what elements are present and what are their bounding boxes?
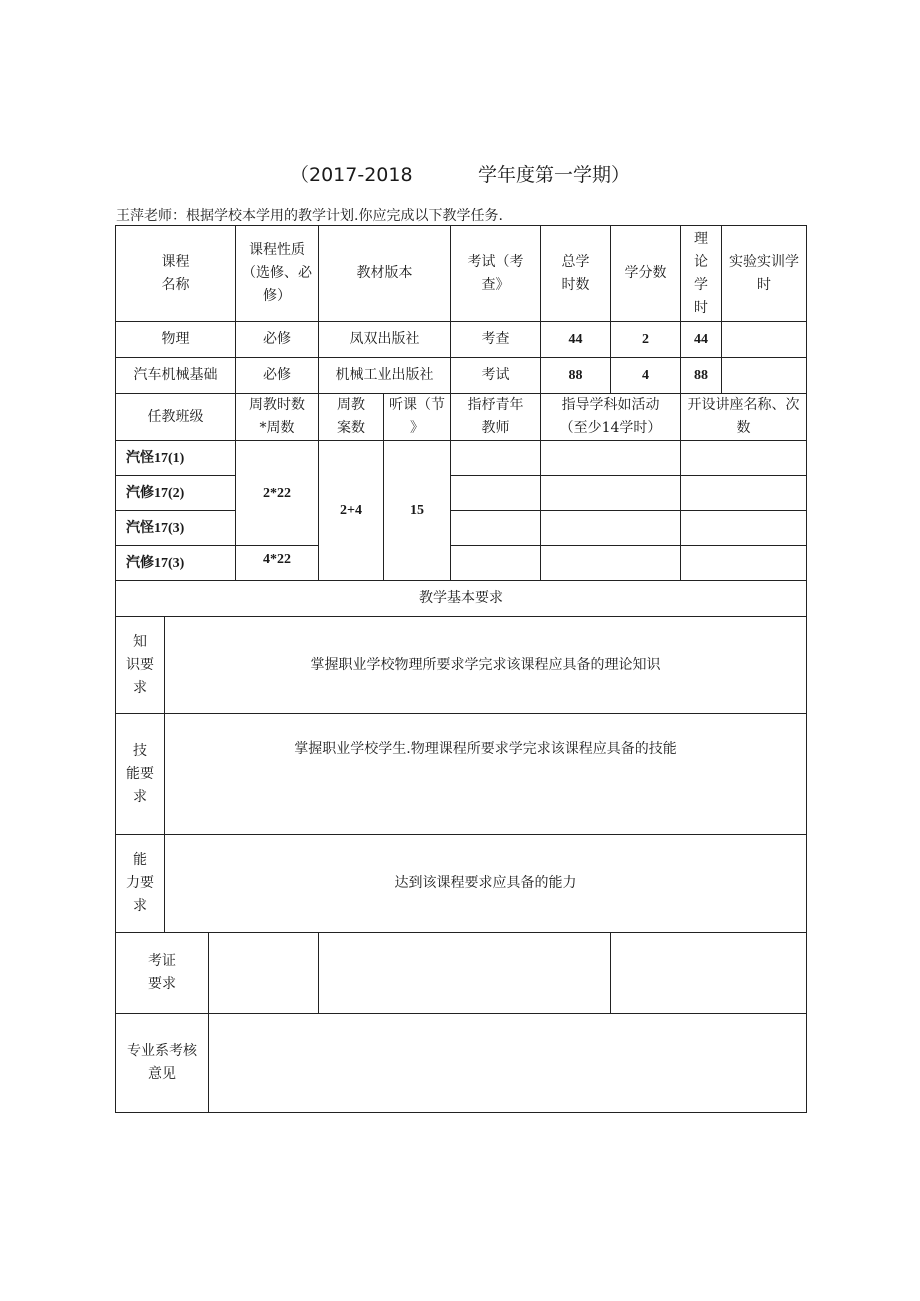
- header-theory-hours: 理 论 学 时: [680, 225, 722, 322]
- lecture-cell: [680, 475, 807, 511]
- document-title: [290, 160, 650, 190]
- requirements-header: 教学基本要求: [115, 580, 807, 617]
- activity-cell: [540, 475, 681, 511]
- header-mentor: 指杼青年 教师: [450, 393, 541, 441]
- certification-cell: [208, 932, 319, 1014]
- course-credits: 4: [610, 357, 681, 394]
- department-review-cell: [208, 1013, 807, 1113]
- title-year-range: （2017-2018: [290, 164, 413, 186]
- class-name: 汽怪17(1): [115, 440, 236, 476]
- lecture-cell: [680, 510, 807, 546]
- header-activity: 指导学科如活动 （至少14学时）: [540, 393, 681, 441]
- course-type: 必修: [235, 321, 319, 358]
- mentor-cell: [450, 440, 541, 476]
- course-name: 物理: [115, 321, 236, 358]
- course-name: 汽车机械基础: [115, 357, 236, 394]
- title-semester: 学年度第一学期）: [478, 164, 631, 186]
- class-name: 汽修17(3): [115, 545, 236, 581]
- header-lecture: 开设讲座名称、次 数: [680, 393, 807, 441]
- course-total-hours: 88: [540, 357, 611, 394]
- knowledge-label: 知 识要 求: [115, 616, 165, 714]
- header-exam: 考试（考 查》: [450, 225, 541, 322]
- course-theory-hours: 44: [680, 321, 722, 358]
- department-label: 专业系考核 意见: [115, 1013, 209, 1113]
- course-exam: 考试: [450, 357, 541, 394]
- course-total-hours: 44: [540, 321, 611, 358]
- course-lab-hours: [721, 321, 807, 358]
- class-name: 汽怪17(3): [115, 510, 236, 546]
- weekly-hours-value: 4*22: [235, 545, 319, 581]
- course-credits: 2: [610, 321, 681, 358]
- header-weekly-hours: 周教时数 *周数: [235, 393, 319, 441]
- ability-label: 能 力要 求: [115, 834, 165, 933]
- ability-text: 达到该课程要求应具备的能力: [164, 834, 807, 933]
- header-textbook: 教材版本: [318, 225, 451, 322]
- mentor-cell: [450, 510, 541, 546]
- lecture-cell: [680, 545, 807, 581]
- knowledge-text: 掌握职业学校物理所要求学完求该课程应具备的理论知识: [164, 616, 807, 714]
- course-theory-hours: 88: [680, 357, 722, 394]
- course-textbook: 凤双出版社: [318, 321, 451, 358]
- weekly-hours-value: 2*22: [235, 440, 319, 546]
- course-exam: 考查: [450, 321, 541, 358]
- mentor-cell: [450, 475, 541, 511]
- course-lab-hours: [721, 357, 807, 394]
- activity-cell: [540, 545, 681, 581]
- header-course-type: 课程性质 （选修、必 修）: [235, 225, 319, 322]
- class-name: 汽修17(2): [115, 475, 236, 511]
- header-lab-hours: 实验实训学 时: [721, 225, 807, 322]
- header-credits: 学分数: [610, 225, 681, 322]
- header-class: 任教班级: [115, 393, 236, 441]
- header-observation: 听课（节 》: [383, 393, 451, 441]
- certification-cell: [318, 932, 611, 1014]
- activity-cell: [540, 510, 681, 546]
- skill-text: 掌握职业学校学生.物理课程所要求学完求该课程应具备的技能: [164, 713, 807, 835]
- header-total-hours: 总学 时数: [540, 225, 611, 322]
- course-textbook: 机械工业出版社: [318, 357, 451, 394]
- certification-label: 考证 要求: [115, 932, 209, 1014]
- activity-cell: [540, 440, 681, 476]
- observation-value: 15: [383, 440, 451, 581]
- header-course-name: 课程 名称: [115, 225, 236, 322]
- header-weekly-plans: 周教 案数: [318, 393, 384, 441]
- course-type: 必修: [235, 357, 319, 394]
- certification-cell: [610, 932, 807, 1014]
- lecture-cell: [680, 440, 807, 476]
- intro-text: 王萍老师：根据学校本学用的教学计划.你应完成以下教学任务.: [116, 208, 503, 224]
- skill-label: 技 能要 求: [115, 713, 165, 835]
- mentor-cell: [450, 545, 541, 581]
- teaching-task-table: [115, 225, 807, 1113]
- weekly-plans-value: 2+4: [318, 440, 384, 581]
